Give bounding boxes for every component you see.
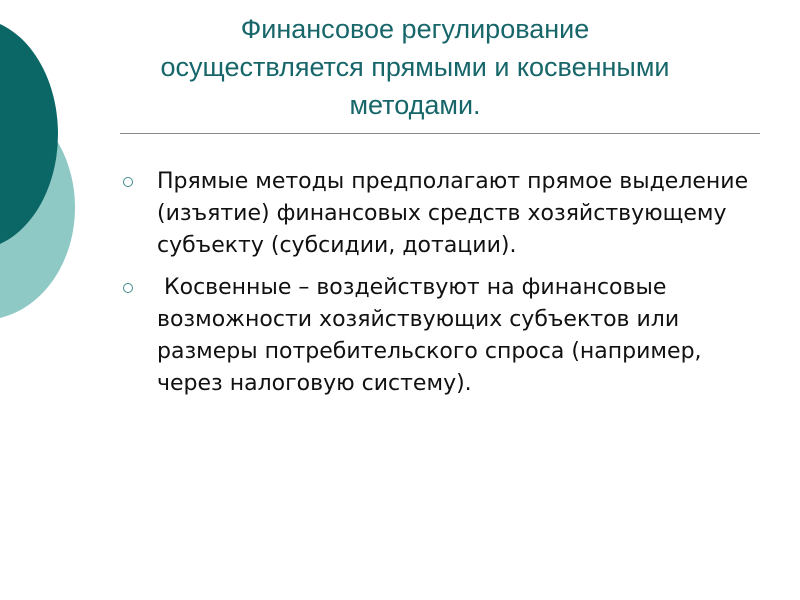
slide-title: Финансовое регулирование осуществляется прямыми и косвенными методами. [160,14,670,120]
bullet-item-indirect-methods [118,272,758,400]
bullet-item-direct-methods [118,166,758,262]
bullet-list [118,166,758,410]
circle-bullet-icon [123,283,133,293]
circle-bullet-icon [123,177,133,187]
bullet-text: Прямые методы предполагают прямое выделение (изъятие) финансовых средств хозяйствующему субъекту (субсидии, дотации). [157,169,756,258]
title-divider [120,133,760,134]
bullet-text: Косвенные – воздействуют на финансовые возможности хозяйствующих субъектов или размеры потребительского спроса (например, через налоговую систему). [157,275,709,396]
